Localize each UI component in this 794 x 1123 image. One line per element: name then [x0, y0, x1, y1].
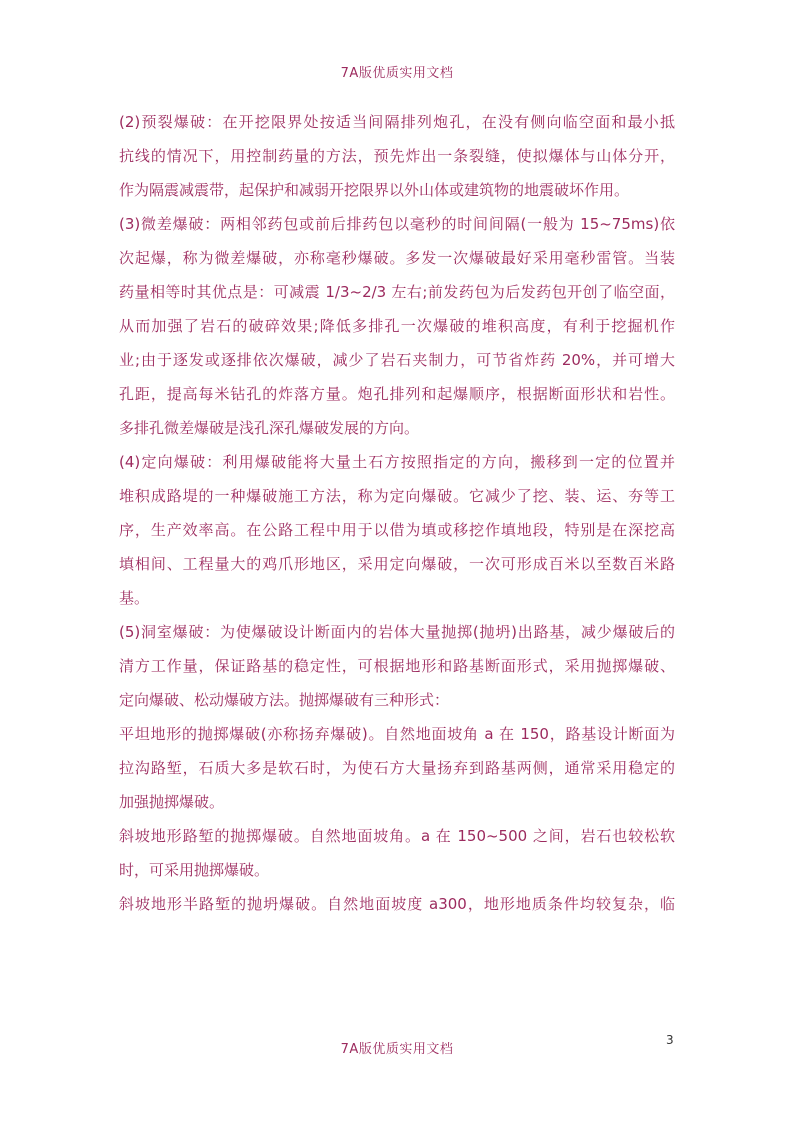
- text-line: 填相间、工程量大的鸡爪形地区，采用定向爆破，一次可形成百米以至数百米路: [119, 555, 675, 573]
- text-line: 堆积成路堤的一种爆破施工方法，称为定向爆破。它减少了挖、装、运、夯等工: [119, 487, 675, 505]
- text-line: 加强抛掷爆破。: [119, 793, 225, 811]
- text-line: 业;由于逐发或逐排依次爆破，减少了岩石夹制力，可节省炸药 20%，并可增大: [119, 351, 675, 369]
- text-line: 基。: [119, 589, 150, 607]
- page-footer: 7A版优质实用文档: [340, 1042, 454, 1057]
- text-line: 斜坡地形半路堑的抛坍爆破。自然地面坡度 a300，地形地质条件均较复杂，临: [119, 895, 675, 913]
- text-line: (5)洞室爆破：为使爆破设计断面内的岩体大量抛掷(抛坍)出路基，减少爆破后的: [119, 623, 675, 641]
- text-line: 作为隔震减震带，起保护和减弱开挖限界以外山体或建筑物的地震破坏作用。: [119, 181, 630, 199]
- text-line: (3)微差爆破：两相邻药包或前后排药包以毫秒的时间间隔(一般为 15~75ms)依: [119, 215, 675, 233]
- page-header: 7A版优质实用文档: [340, 66, 454, 81]
- text-line: 次起爆，称为微差爆破，亦称毫秒爆破。多发一次爆破最好采用毫秒雷管。当装: [119, 249, 675, 267]
- page-number: 3: [666, 1033, 674, 1047]
- text-line: 序，生产效率高。在公路工程中用于以借为填或移挖作填地段，特别是在深挖高: [119, 521, 675, 539]
- text-line: 药量相等时其优点是：可减震 1/3~2/3 左右;前发药包为后发药包开创了临空面，: [119, 283, 675, 301]
- text-line: 定向爆破、松动爆破方法。抛掷爆破有三种形式：: [119, 691, 450, 709]
- text-line: 抗线的情况下，用控制药量的方法，预先炸出一条裂缝，使拟爆体与山体分开，: [119, 147, 675, 165]
- text-line: 孔距，提高每米钻孔的炸落方量。炮孔排列和起爆顺序，根据断面形状和岩性。: [119, 385, 675, 403]
- text-line: (4)定向爆破：利用爆破能将大量土石方按照指定的方向，搬移到一定的位置并: [119, 453, 675, 471]
- text-line: 从而加强了岩石的破碎效果;降低多排孔一次爆破的堆积高度，有利于挖掘机作: [119, 317, 675, 335]
- text-line: 斜坡地形路堑的抛掷爆破。自然地面坡角。a 在 150~500 之间，岩石也较松软: [119, 827, 675, 845]
- document-body: [119, 105, 675, 921]
- text-line: 拉沟路堑，石质大多是软石时，为使石方大量扬弃到路基两侧，通常采用稳定的: [119, 759, 675, 777]
- text-line: 清方工作量，保证路基的稳定性，可根据地形和路基断面形式，采用抛掷爆破、: [119, 657, 675, 675]
- text-line: 多排孔微差爆破是浅孔深孔爆破发展的方向。: [119, 419, 420, 437]
- text-line: (2)预裂爆破：在开挖限界处按适当间隔排列炮孔，在没有侧向临空面和最小抵: [119, 113, 675, 131]
- text-line: 时，可采用抛掷爆破。: [119, 861, 270, 879]
- text-line: 平坦地形的抛掷爆破(亦称扬弃爆破)。自然地面坡角 a 在 150，路基设计断面为: [119, 725, 675, 743]
